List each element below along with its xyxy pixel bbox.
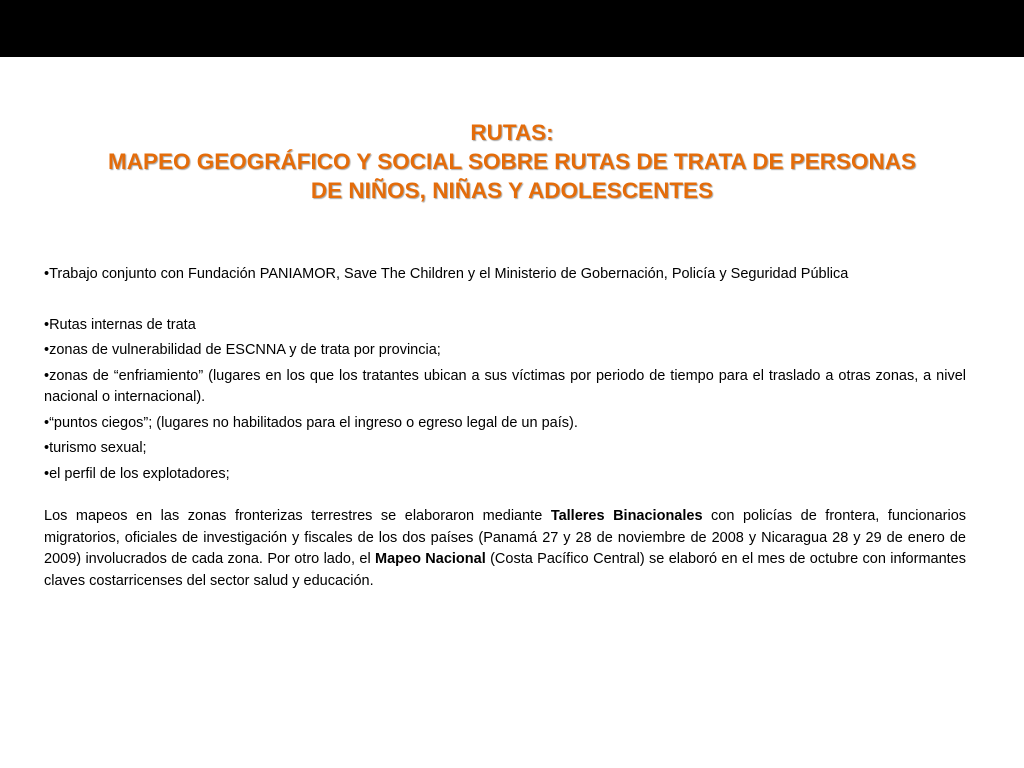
paragraph-text: (Costa Pacífico Central) se elaboró en el mes de octubre con informantes claves costarricenses del sector salud y educación. <box>44 551 966 589</box>
bullet-item: •Trabajo conjunto con Fundación PANIAMOR, Save The Children y el Ministerio de Gobernación, Policía y Seguridad Pública <box>44 266 849 282</box>
summary-paragraph <box>44 506 966 592</box>
spacer <box>44 489 966 506</box>
bullet-item: •“puntos ciegos”; (lugares no habilitados para el ingreso o egreso legal de un país). <box>44 414 578 431</box>
title-line-3: DE NIÑOS, NIÑAS Y ADOLESCENTES <box>310 178 714 203</box>
slide-body <box>44 264 966 592</box>
bullet-item: •Rutas internas de trata <box>44 316 196 333</box>
bullet-item: •turismo sexual; <box>44 440 147 456</box>
paragraph-bold-text: Mapeo Nacional <box>375 551 486 567</box>
bullet-item: •zonas de “enfriamiento” (lugares en los que los tratantes ubican a sus víctimas por periodo de tiempo para el traslado a otras zonas, a nivel nacional o internacional). <box>44 367 966 405</box>
paragraph-bold-text: Talleres Binacionales <box>550 508 703 524</box>
bullet-item: •el perfil de los explotadores; <box>44 465 230 482</box>
top-black-bar <box>0 0 1024 57</box>
title-line-2: MAPEO GEOGRÁFICO Y SOCIAL SOBRE RUTAS DE TRATA DE PERSONAS <box>107 149 916 174</box>
paragraph-text: Los mapeos en las zonas fronterizas terrestres se elaboraron mediante <box>44 508 551 524</box>
paragraph-text: con policías de frontera, funcionarios migratorios, oficiales de investigación y fiscales de los dos países (Panamá 27 y 28 de noviembre de 2008 y Nicaragua 28 y 29 de enero de 2009) involucrados de cada zona. Por otro lado, el <box>44 508 967 567</box>
slide-title <box>40 118 984 205</box>
bullet-item: •zonas de vulnerabilidad de ESCNNA y de trata por provincia; <box>44 342 441 358</box>
spacer <box>44 290 966 315</box>
title-line-1: RUTAS: <box>470 120 554 145</box>
